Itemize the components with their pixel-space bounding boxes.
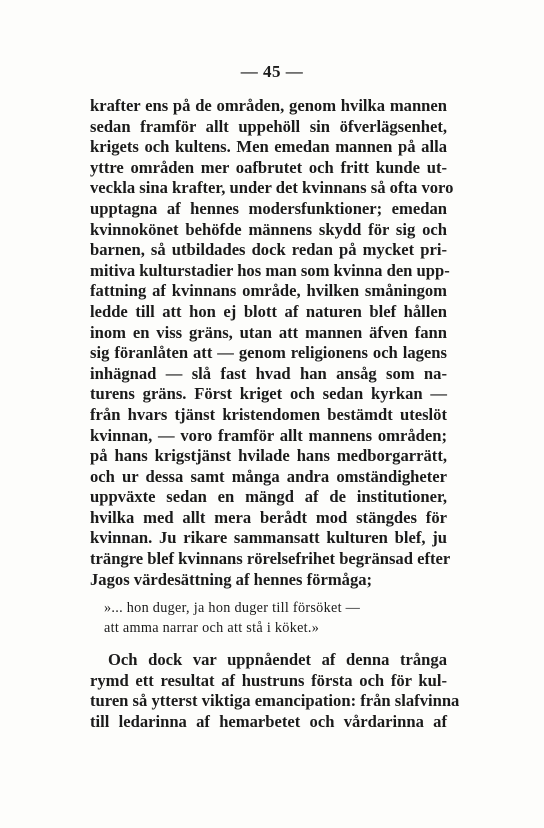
page-number: — 45 — <box>240 62 304 81</box>
text-line: veckla sina krafter, under det kvinnans så ofta voro <box>90 178 454 198</box>
text-line: inhägnad — slå fast hvad han ansåg som na- <box>90 363 447 383</box>
text-line: turens gräns. Först kriget och sedan kyrkan — <box>90 384 447 404</box>
verse-quote <box>104 598 434 638</box>
text-line: trängre blef kvinnans rörelsefrihet begränsad efter <box>90 549 451 569</box>
text-line: hvilka med allt mera berådt mod stängdes för <box>90 507 447 527</box>
text-line: Jagos värdesättning af hennes förmåga; <box>90 569 373 589</box>
text-line: till ledarinna af hemarbetet och vårdarinna af <box>90 711 447 731</box>
text-line: på hans krigstjänst hvilade hans medborgarrätt, <box>90 446 447 466</box>
text-line: uppväxte sedan en mängd af de institutioner, <box>90 487 447 507</box>
text-line: krigets och kultens. Men emedan mannen på alla <box>90 137 447 157</box>
paragraph-1 <box>90 96 454 590</box>
text-line: upptagna af hennes modersfunktioner; emedan <box>90 198 447 218</box>
text-line: barnen, så utbildades dock redan på mycket pri- <box>90 240 447 260</box>
text-line: kvinnokönet behöfde männens skydd för sig och <box>90 219 447 239</box>
text-line: sedan framför allt uppehöll sin öfverlägsenhet, <box>90 116 447 136</box>
text-line: rymd ett resultat af hustruns första och för kul- <box>90 670 447 690</box>
text-line: och ur dessa samt många andra omständigheter <box>90 466 447 486</box>
quote-line: att amma narrar och att stå i köket.» <box>104 620 320 636</box>
text-line: Och dock var uppnåendet af denna trånga <box>108 650 447 669</box>
text-line: inom en viss gräns, utan att mannen äfven fann <box>90 322 447 342</box>
text-line: krafter ens på de områden, genom hvilka mannen <box>90 96 447 115</box>
text-line: sig föranlåten att — genom religionens och lagens <box>90 343 447 363</box>
text-line: fattning af kvinnans område, hvilken småningom <box>90 281 447 301</box>
text-line: ledde till att hon ej blott af naturen blef hållen <box>90 301 447 321</box>
paragraph-2 <box>90 650 460 732</box>
text-line: turen så ytterst viktiga emancipation: från slafvinna <box>90 691 460 711</box>
text-line: från hvars tjänst kristendomen bestämdt uteslöt <box>90 404 447 424</box>
text-line: yttre områden mer oafbrutet och fritt kunde ut- <box>90 157 447 177</box>
text-line: mitiva kulturstadier hos man som kvinna den upp- <box>90 260 450 280</box>
text-line: kvinnan. Ju rikare sammansatt kulturen blef, ju <box>90 528 447 548</box>
text-line: kvinnan, — voro framför allt mannens områden; <box>90 425 447 445</box>
quote-line: »... hon duger, ja hon duger till försöket — <box>104 600 361 616</box>
